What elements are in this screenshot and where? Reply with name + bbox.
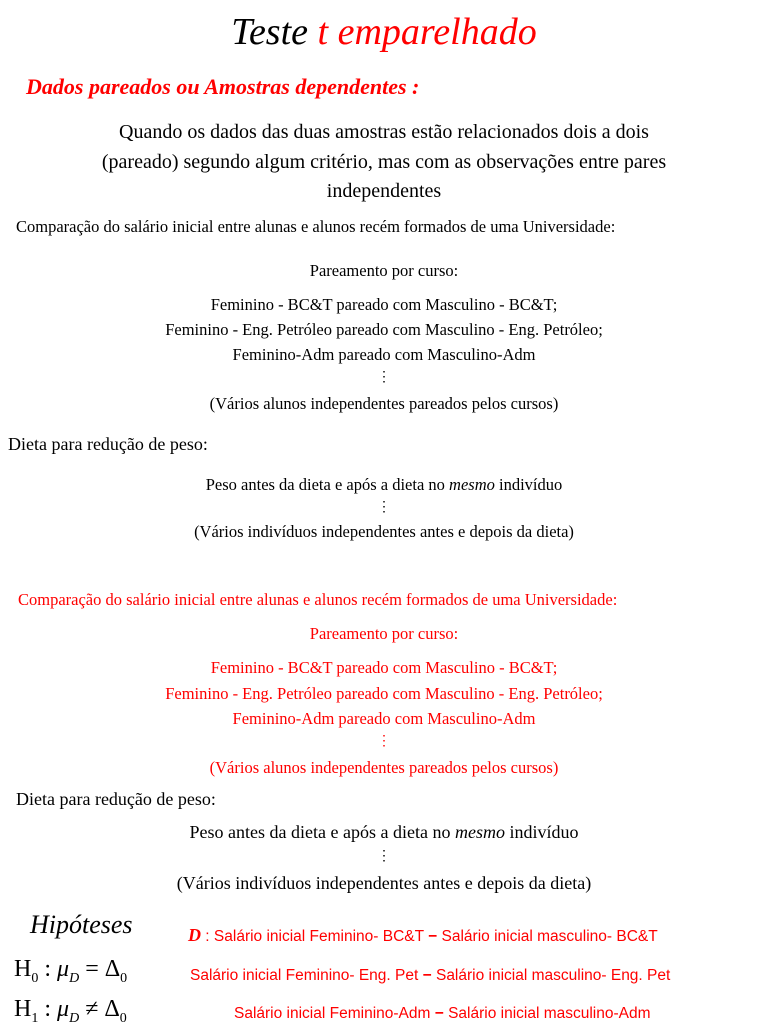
h1-colon: :: [38, 996, 58, 1022]
intro-line-1: Quando os dados das duas amostras estão relacionados dois a dois: [119, 121, 649, 143]
diet-heading-2: Dieta para redução de peso:: [16, 789, 216, 809]
comparison-text-2: Comparação do salário inicial entre alunas e alunos recém formados de uma Universidade:: [18, 590, 618, 609]
diet-heading-1: Dieta para redução de peso:: [8, 434, 208, 454]
diet-line-2-before: Peso antes da dieta e após a dieta no: [189, 822, 455, 842]
vdots-3: ⋮: [377, 734, 391, 749]
h1-sub: 1: [31, 1010, 39, 1026]
h1-mu: μ: [57, 996, 70, 1022]
comparison-text-1: Comparação do salário inicial entre alunas e alunos recém formados de uma Universidade:: [16, 217, 616, 236]
d-definition-line-3: [234, 1005, 651, 1023]
hypotheses-heading: Hipóteses: [30, 910, 133, 939]
page-title: [0, 10, 768, 54]
title-part1: Teste: [231, 11, 318, 53]
h1-delta: Δ: [104, 996, 120, 1022]
diet-note-2: (Vários indivíduos independentes antes e depois da dieta): [176, 873, 592, 893]
d-definition-line-2: [190, 967, 670, 985]
diet-line-2-em: mesmo: [454, 822, 505, 842]
pair-line-2b: Feminino - Eng. Petróleo pareado com Masculino - Eng. Petróleo;: [165, 684, 603, 703]
pairs-note-2: (Vários alunos independentes pareados pelos cursos): [209, 758, 559, 777]
d-line-1-suffix: Salário inicial masculino- BC&T: [437, 928, 658, 945]
d-line-2-suffix: Salário inicial masculino- Eng. Pet: [431, 967, 671, 984]
pairs-note-1: (Vários alunos independentes pareados pelos cursos): [209, 394, 559, 413]
h0-mu-sub: D: [69, 970, 80, 986]
vdots-1: ⋮: [377, 370, 391, 385]
d-line-3-minus: −: [434, 1005, 444, 1022]
d-symbol: D: [188, 925, 201, 945]
h1-letter: H: [14, 996, 32, 1022]
pair-line-1b: Feminino - Eng. Petróleo pareado com Masculino - Eng. Petróleo;: [165, 320, 603, 339]
diet-line-2-after: indivíduo: [504, 822, 579, 842]
h0-mu: μ: [57, 956, 70, 982]
h0-colon: :: [38, 956, 58, 982]
h0-delta: Δ: [104, 956, 121, 982]
subtitle: Dados pareados ou Amostras dependentes :: [26, 74, 420, 99]
title-part2: t emparelhado: [317, 11, 537, 53]
vdots-4: ⋮: [377, 849, 391, 864]
d-line-2-minus: −: [422, 967, 432, 984]
pairing-label-2: Pareamento por curso:: [309, 624, 459, 643]
d-line-2-prefix: Salário inicial Feminino- Eng. Pet: [190, 967, 423, 984]
diet-line-1: [0, 475, 768, 495]
h0-sub: 0: [31, 970, 39, 986]
d-line-1-prefix: : Salário inicial Feminino- BC&T: [201, 928, 429, 945]
d-line-3-suffix: Salário inicial masculino-Adm: [443, 1005, 651, 1022]
h1-delta-sub: 0: [119, 1010, 127, 1026]
d-line-1-minus: −: [428, 928, 438, 945]
intro-line-3: independentes: [326, 180, 442, 202]
diet-line-1-after: indivíduo: [494, 475, 563, 494]
pair-line-2c: Feminino-Adm pareado com Masculino-Adm: [232, 709, 536, 728]
hypothesis-h0: [14, 956, 127, 987]
diet-line-2: [0, 822, 768, 843]
pairing-label-1: Pareamento por curso:: [309, 261, 459, 280]
vdots-2: ⋮: [377, 500, 391, 515]
intro-line-2: (pareado) segundo algum critério, mas com as observações entre pares: [101, 151, 667, 173]
h0-op: =: [79, 956, 105, 982]
h0-delta-sub: 0: [120, 970, 128, 986]
pair-line-2a: Feminino - BC&T pareado com Masculino - BC&T;: [210, 658, 558, 677]
hypothesis-h1: [14, 996, 127, 1027]
diet-line-1-before: Peso antes da dieta e após a dieta no: [205, 475, 450, 494]
h1-mu-sub: D: [69, 1010, 80, 1026]
pair-line-1c: Feminino-Adm pareado com Masculino-Adm: [232, 345, 536, 364]
h1-op: ≠: [79, 996, 105, 1022]
diet-note-1: (Vários indivíduos independentes antes e depois da dieta): [194, 522, 574, 541]
diet-line-1-em: mesmo: [449, 475, 495, 494]
d-line-3-prefix: Salário inicial Feminino-Adm: [234, 1005, 435, 1022]
d-definition-line-1: [188, 925, 658, 946]
h0-letter: H: [14, 956, 32, 982]
pair-line-1a: Feminino - BC&T pareado com Masculino - BC&T;: [210, 295, 558, 314]
